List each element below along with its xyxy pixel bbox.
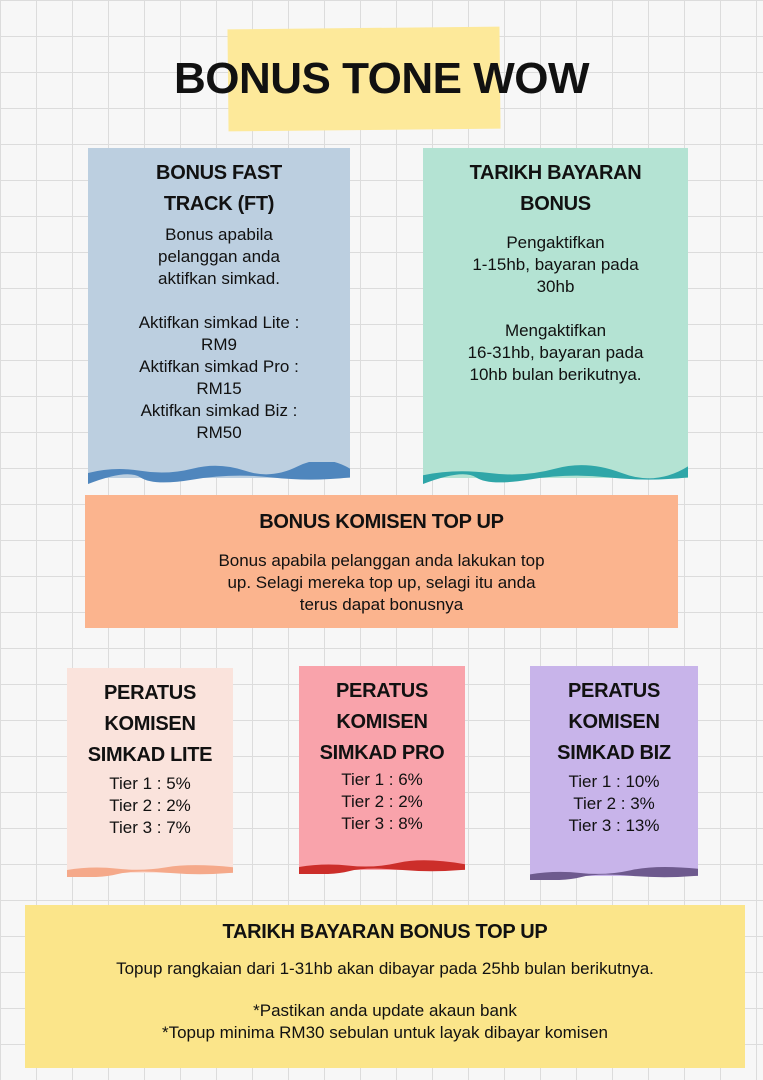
payment-date-card bbox=[423, 148, 688, 478]
tier-rate: Tier 3 : 8% bbox=[341, 814, 423, 833]
payment-date-para2: Mengaktifkan 16-31hb, bayaran pada 10hb bulan berikutnya. bbox=[467, 321, 644, 384]
tier-rate: Tier 1 : 10% bbox=[568, 772, 660, 791]
fast-track-line: Aktifkan simkad Pro : bbox=[139, 357, 299, 376]
payment-date-heading: TARIKH BAYARAN BONUS bbox=[469, 162, 642, 215]
fast-track-heading: BONUS FAST TRACK (FT) bbox=[156, 162, 282, 215]
fast-track-desc: Bonus apabila pelanggan anda aktifkan simkad. bbox=[158, 225, 280, 288]
tier-rate: Tier 2 : 3% bbox=[573, 794, 655, 813]
tier-heading: PERATUS KOMISEN SIMKAD LITE bbox=[87, 682, 213, 766]
topup-commission-banner bbox=[85, 495, 678, 628]
tier-card-pro bbox=[299, 666, 465, 870]
tier-card-lite bbox=[67, 668, 233, 873]
fast-track-line: RM15 bbox=[196, 379, 242, 398]
torn-edge bbox=[530, 866, 698, 880]
fast-track-line: RM9 bbox=[201, 335, 237, 354]
torn-edge bbox=[67, 863, 233, 877]
tier-rate: Tier 2 : 2% bbox=[109, 796, 191, 815]
topup-commission-heading: BONUS KOMISEN TOP UP bbox=[259, 511, 504, 533]
topup-payment-banner bbox=[25, 905, 745, 1068]
payment-date-para1: Pengaktifkan 1-15hb, bayaran pada 30hb bbox=[472, 233, 639, 296]
tier-rate: Tier 1 : 6% bbox=[341, 770, 423, 789]
tier-rate: Tier 2 : 2% bbox=[341, 792, 423, 811]
torn-edge bbox=[299, 860, 465, 874]
tier-rate: Tier 3 : 7% bbox=[109, 818, 191, 837]
torn-edge bbox=[423, 462, 688, 484]
topup-payment-line1: Topup rangkaian dari 1-31hb akan dibayar pada 25hb bulan berikutnya. bbox=[116, 959, 654, 978]
topup-payment-note1: *Pastikan anda update akaun bank bbox=[253, 1001, 517, 1020]
fast-track-line: Aktifkan simkad Lite : bbox=[138, 313, 300, 332]
tier-heading: PERATUS KOMISEN SIMKAD BIZ bbox=[557, 680, 671, 764]
fast-track-line: Aktifkan simkad Biz : bbox=[140, 401, 298, 420]
topup-payment-heading: TARIKH BAYARAN BONUS TOP UP bbox=[222, 921, 548, 943]
tier-heading: PERATUS KOMISEN SIMKAD PRO bbox=[319, 680, 445, 764]
fast-track-card bbox=[88, 148, 350, 478]
tier-card-biz bbox=[530, 666, 698, 876]
torn-edge bbox=[88, 462, 350, 484]
tier-rate: Tier 3 : 13% bbox=[568, 816, 660, 835]
topup-payment-note2: *Topup minima RM30 sebulan untuk layak dibayar komisen bbox=[161, 1023, 608, 1042]
tier-rate: Tier 1 : 5% bbox=[109, 774, 191, 793]
topup-commission-desc: Bonus apabila pelanggan anda lakukan top up. Selagi mereka top up, selagi itu anda terus dapat bonusnya bbox=[218, 551, 545, 614]
page-title: BONUS TONE WOW bbox=[173, 54, 590, 103]
fast-track-line: RM50 bbox=[196, 423, 242, 442]
